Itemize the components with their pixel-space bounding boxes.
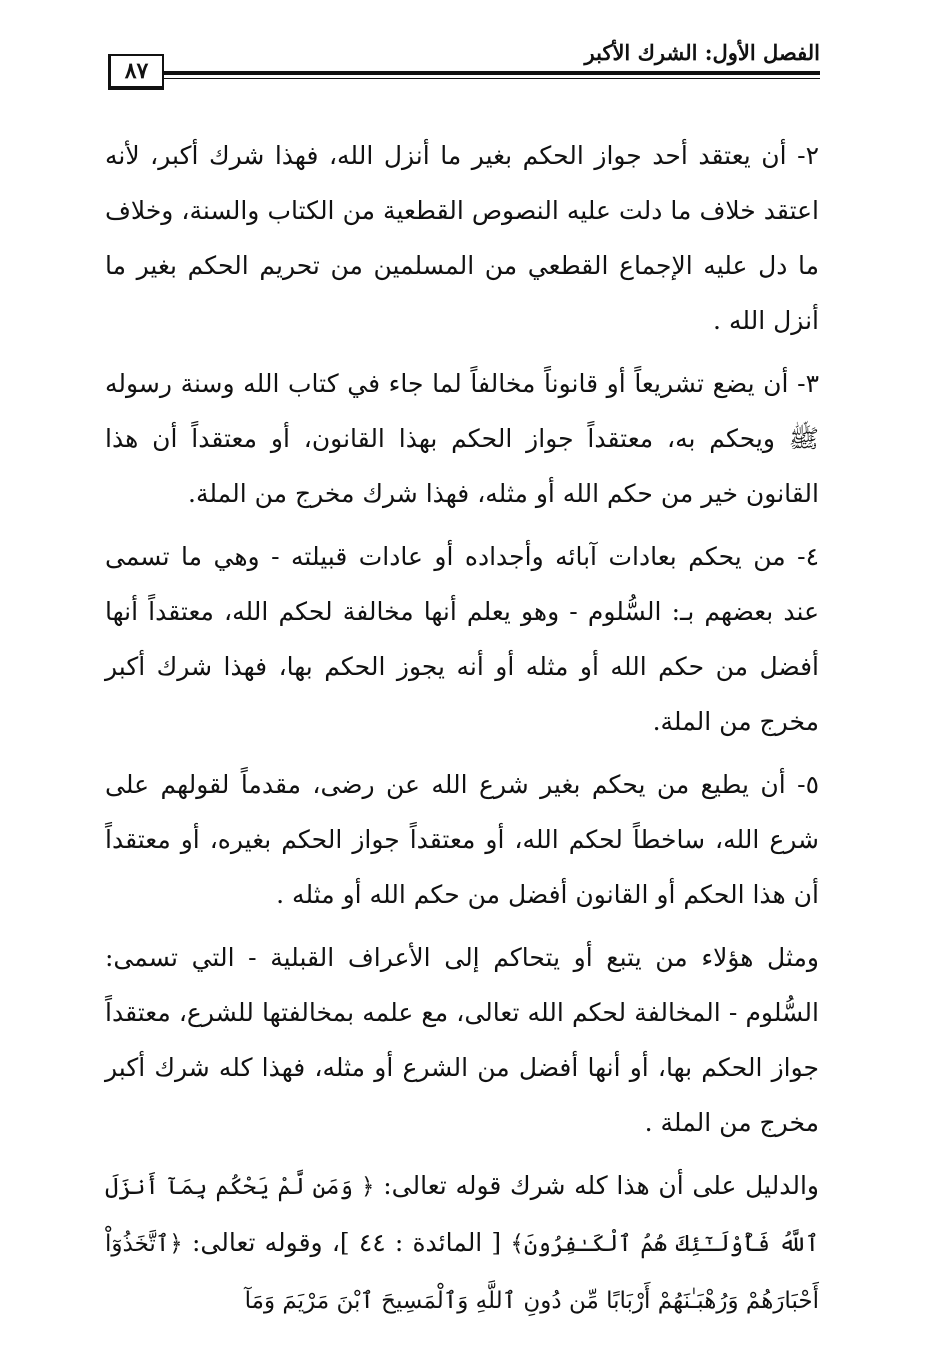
paragraph-3: ٣- أن يضع تشريعاً أو قانوناً مخالفاً لما جاء في كتاب الله وسنة رسوله ﷺ ويحكم به، معتقداً جواز الحكم بهذا القانون، أو معتقداً أن هذا القانون خير من حكم الله أو مثله، فهذا شرك مخرج من الملة. bbox=[105, 369, 819, 508]
evidence-intro: والدليل على أن هذا كله شرك قوله تعالى: bbox=[383, 1171, 819, 1200]
paragraph-4: ٤- من يحكم بعادات آبائه وأجداده أو عادات قبيلته - وهي ما تسمى عند بعضهم بـ: السُّلوم - وهو يعلم أنها مخالفة لحكم الله، معتقداً أنها أفضل من حكم الله أو مثله أو أنه يجوز الحكم بها، فهذا شرك أكبر مخرج من الملة. bbox=[105, 542, 819, 736]
paragraph-evidence bbox=[105, 1158, 819, 1329]
header-rule-thin bbox=[160, 78, 820, 79]
quran-verse-maidah: ﴿ وَمَن لَّمْ يَحْكُم بِمَآ أَنزَلَ ٱللَّهُ فَأُوْلَـٰٓئِكَ هُمُ ٱلْكَـٰفِرُونَ﴾ bbox=[105, 1174, 819, 1257]
paragraph-5: ٥- أن يطيع من يحكم بغير شرع الله عن رضى، مقدماً لقولهم على شرع الله، ساخطاً لحكم الله، أو معتقداً جواز الحكم بغيره، أو معتقداً أن هذا الحكم أو القانون أفضل من حكم الله أو مثله . bbox=[105, 770, 819, 909]
page-header bbox=[108, 38, 820, 100]
evidence-connector: وقوله تعالى: bbox=[191, 1228, 323, 1257]
verse-citation: [ المائدة : ٤٤ ]، bbox=[331, 1228, 502, 1257]
paragraph-2: ٢- أن يعتقد أحد جواز الحكم بغير ما أنزل الله، فهذا شرك أكبر، لأنه اعتقد خلاف ما دلت عليه النصوص القطعية من الكتاب والسنة، وخلاف ما دل عليه الإجماع القطعي من المسلمين من تحريم الحكم بغير ما أنزل الله . bbox=[105, 141, 819, 335]
header-rule-thick bbox=[160, 71, 820, 75]
running-title: الفصل الأول: الشرك الأكبر bbox=[584, 40, 820, 65]
quran-verse-tawbah: ﴿ٱتَّخَذُوٓاْ أَحْبَارَهُمْ وَرُهْبَـٰنَهُمْ أَرْبَابًا مِّن دُونِ ٱللَّهِ وَٱلْمَسِيحَ ٱبْنَ مَرْيَمَ وَمَآ bbox=[105, 1231, 819, 1314]
page-number: ٨٧ bbox=[108, 54, 164, 90]
paragraph-customs: ومثل هؤلاء من يتبع أو يتحاكم إلى الأعراف القبلية - التي تسمى: السُّلوم - المخالفة لحكم الله تعالى، مع علمه بمخالفتها للشرع، معتقداً جواز الحكم بها، أو أنها أفضل من الشرع أو مثله، فهذا كله شرك أكبر مخرج من الملة . bbox=[105, 943, 819, 1137]
main-text bbox=[105, 128, 819, 1329]
